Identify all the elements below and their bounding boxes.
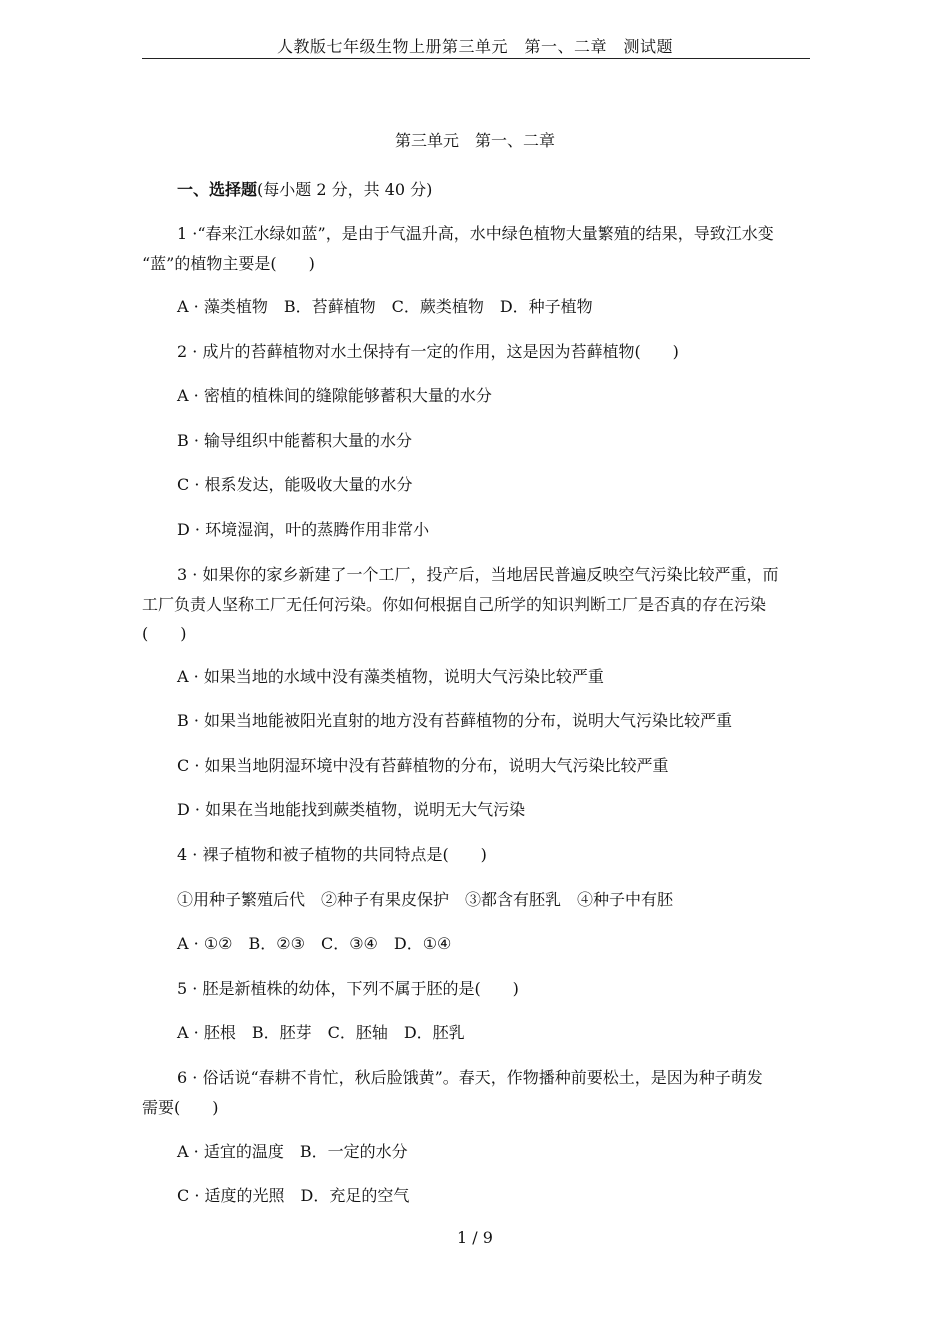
- question-6-line-1: 6 · 俗话说“春耕不肯忙，秋后脸饿黄”。春天，作物播种前要松土，是因为种子萌发: [177, 1068, 763, 1087]
- section-heading-label: 一、选择题: [177, 180, 258, 199]
- question-2-option-d: D · 环境湿润，叶的蒸腾作用非常小: [177, 520, 430, 539]
- question-3-line-2: 工厂负责人坚称工厂无任何污染。你如何根据自己所学的知识判断工厂是否真的存在污染: [142, 595, 767, 614]
- question-5-options: A · 胚根 B．胚芽 C．胚轴 D．胚乳: [177, 1023, 465, 1042]
- header-rule: [142, 58, 810, 59]
- section-heading-note: (每小题 2 分，共 40 分): [257, 180, 433, 199]
- question-5-line-1: 5 · 胚是新植株的幼体，下列不属于胚的是( ): [177, 979, 519, 998]
- question-6-option-cd: C · 适度的光照 D．充足的空气: [177, 1186, 410, 1205]
- section-heading: [177, 180, 432, 200]
- question-1-line-1: 1 ·“春来江水绿如蓝”，是由于气温升高，水中绿色植物大量繁殖的结果，导致江水变: [177, 224, 774, 243]
- question-3-option-b: B · 如果当地能被阳光直射的地方没有苔藓植物的分布，说明大气污染比较严重: [177, 711, 733, 730]
- question-4-line-2: ①用种子繁殖后代 ②种子有果皮保护 ③都含有胚乳 ④种子中有胚: [177, 890, 674, 909]
- question-3-option-d: D · 如果在当地能找到蕨类植物，说明无大气污染: [177, 800, 526, 819]
- page-header: 人教版七年级生物上册第三单元 第一、二章 测试题: [276, 37, 673, 56]
- document-title: 第三单元 第一、二章: [394, 131, 555, 150]
- question-1-line-2: “蓝”的植物主要是( ): [142, 254, 315, 273]
- question-4-options: A · ①② B．②③ C．③④ D．①④: [177, 934, 452, 953]
- question-4-line-1: 4 · 裸子植物和被子植物的共同特点是( ): [177, 845, 487, 864]
- question-6-option-ab: A · 适宜的温度 B．一定的水分: [177, 1142, 408, 1161]
- question-2-option-c: C · 根系发达，能吸收大量的水分: [177, 475, 413, 494]
- question-3-line-3: ( ): [142, 624, 187, 643]
- question-3-option-c: C · 如果当地阴湿环境中没有苔藓植物的分布，说明大气污染比较严重: [177, 756, 669, 775]
- question-6-line-2: 需要( ): [142, 1098, 219, 1117]
- page-number: 1 / 9: [457, 1228, 493, 1247]
- question-1-options: A · 藻类植物 B．苔藓植物 C．蕨类植物 D．种子植物: [177, 297, 593, 316]
- question-2-line-1: 2 · 成片的苔藓植物对水土保持有一定的作用，这是因为苔藓植物( ): [177, 342, 679, 361]
- question-2-option-a: A · 密植的植株间的缝隙能够蓄积大量的水分: [177, 386, 492, 405]
- question-3-option-a: A · 如果当地的水域中没有藻类植物，说明大气污染比较严重: [177, 667, 604, 686]
- question-3-line-1: 3 · 如果你的家乡新建了一个工厂，投产后，当地居民普遍反映空气污染比较严重，而: [177, 565, 779, 584]
- question-2-option-b: B · 输导组织中能蓄积大量的水分: [177, 431, 413, 450]
